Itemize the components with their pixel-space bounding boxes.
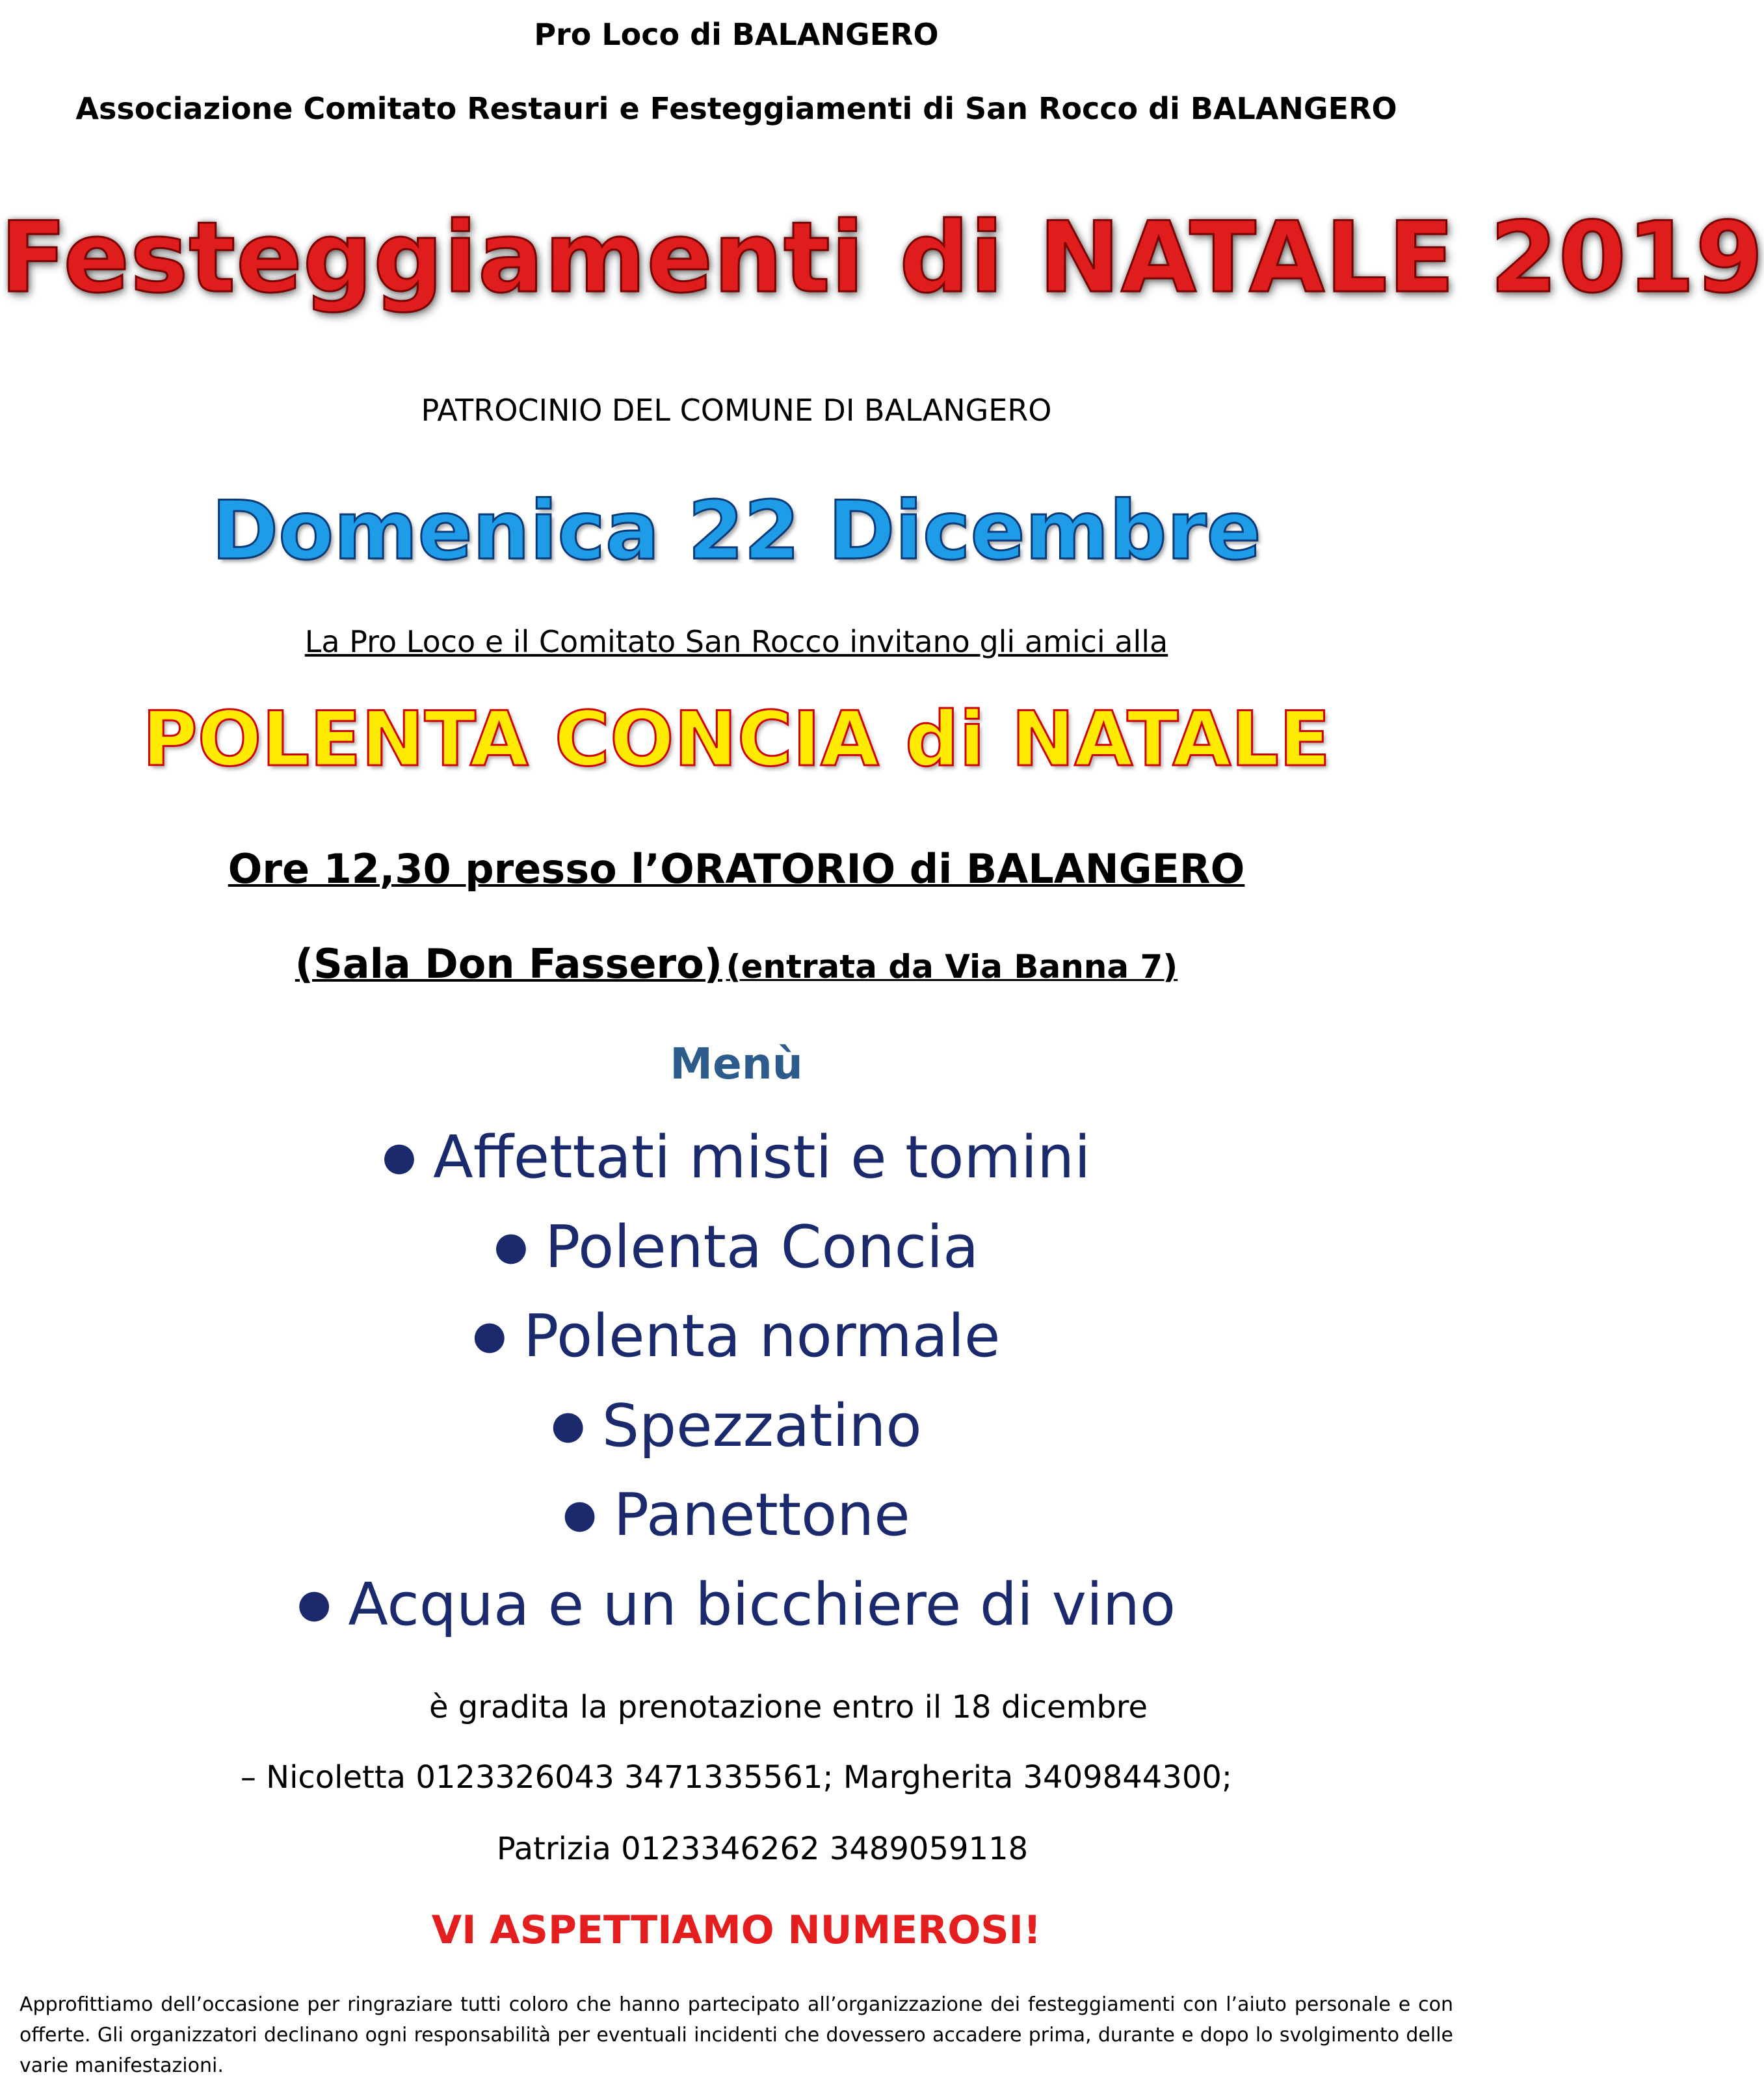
menu-title: Menù (670, 1039, 803, 1089)
contacts-line: – Nicoletta 0123326043 3471335561; Margherita 3409844300; (240, 1759, 1233, 1796)
menu-item-label: Affettati misti e tomini (433, 1123, 1091, 1192)
menu-item (0, 1571, 1473, 1639)
time-place (0, 845, 1473, 893)
contacts-line: Patrizia 0123346262 3489059118 (496, 1831, 1029, 1867)
menu-item (0, 1302, 1473, 1370)
menu-item-label: Polenta normale (523, 1302, 1001, 1370)
venue-entrance: (entrata da Via Banna 7) (726, 948, 1178, 986)
venue-hall: (Sala Don Fassero) (295, 940, 723, 988)
footer-disclaimer: Approfittiamo dell’occasione per ringraziare tutti coloro che hanno partecipato all’organizzazione dei festeggiamenti con l’aiuto personale e con offerte. Gli organizzatori declinano ogni responsabilità per eventuali incidenti che dovessero accadere prima, durante e dopo lo svolgimento delle varie manifestazioni. (20, 1993, 1453, 2077)
association-name: Associazione Comitato Restauri e Festeggiamenti di San Rocco di BALANGERO (75, 91, 1397, 126)
event-name: POLENTA CONCIA di NATALE (142, 696, 1331, 783)
menu-item-label: Acqua e un bicchiere di vino (348, 1571, 1176, 1639)
organizer-name: Pro Loco di BALANGERO (534, 17, 939, 52)
menu-item-label: Polenta Concia (545, 1213, 979, 1281)
menu-item-label: Spezzatino (601, 1392, 922, 1460)
patronage-line: PATROCINIO DEL COMUNE DI BALANGERO (421, 393, 1052, 428)
menu-item (0, 1123, 1473, 1192)
bullet-icon: ● (472, 1313, 507, 1358)
menu-item (0, 1392, 1473, 1460)
menu-item (0, 1481, 1473, 1549)
closing-line: VI ASPETTIAMO NUMEROSI! (431, 1907, 1042, 1953)
invitation-text: La Pro Loco e il Comitato San Rocco invitano gli amici alla (304, 624, 1168, 659)
bullet-icon: ● (296, 1581, 332, 1627)
menu-item-label: Panettone (613, 1481, 910, 1549)
bullet-icon: ● (382, 1134, 417, 1179)
reservation-note: è gradita la prenotazione entro il 18 dicembre (428, 1689, 1148, 1725)
venue-line (0, 940, 1473, 988)
bullet-icon: ● (551, 1402, 585, 1448)
menu-item (0, 1213, 1473, 1281)
event-date: Domenica 22 Dicembre (211, 484, 1261, 578)
time-place-text: Ore 12,30 presso l’ORATORIO di BALANGERO (228, 845, 1245, 893)
bullet-icon: ● (562, 1491, 597, 1537)
bullet-icon: ● (494, 1224, 529, 1269)
invitation-line (0, 624, 1473, 659)
flyer-title: Festeggiamenti di NATALE 2019 (0, 202, 1764, 315)
